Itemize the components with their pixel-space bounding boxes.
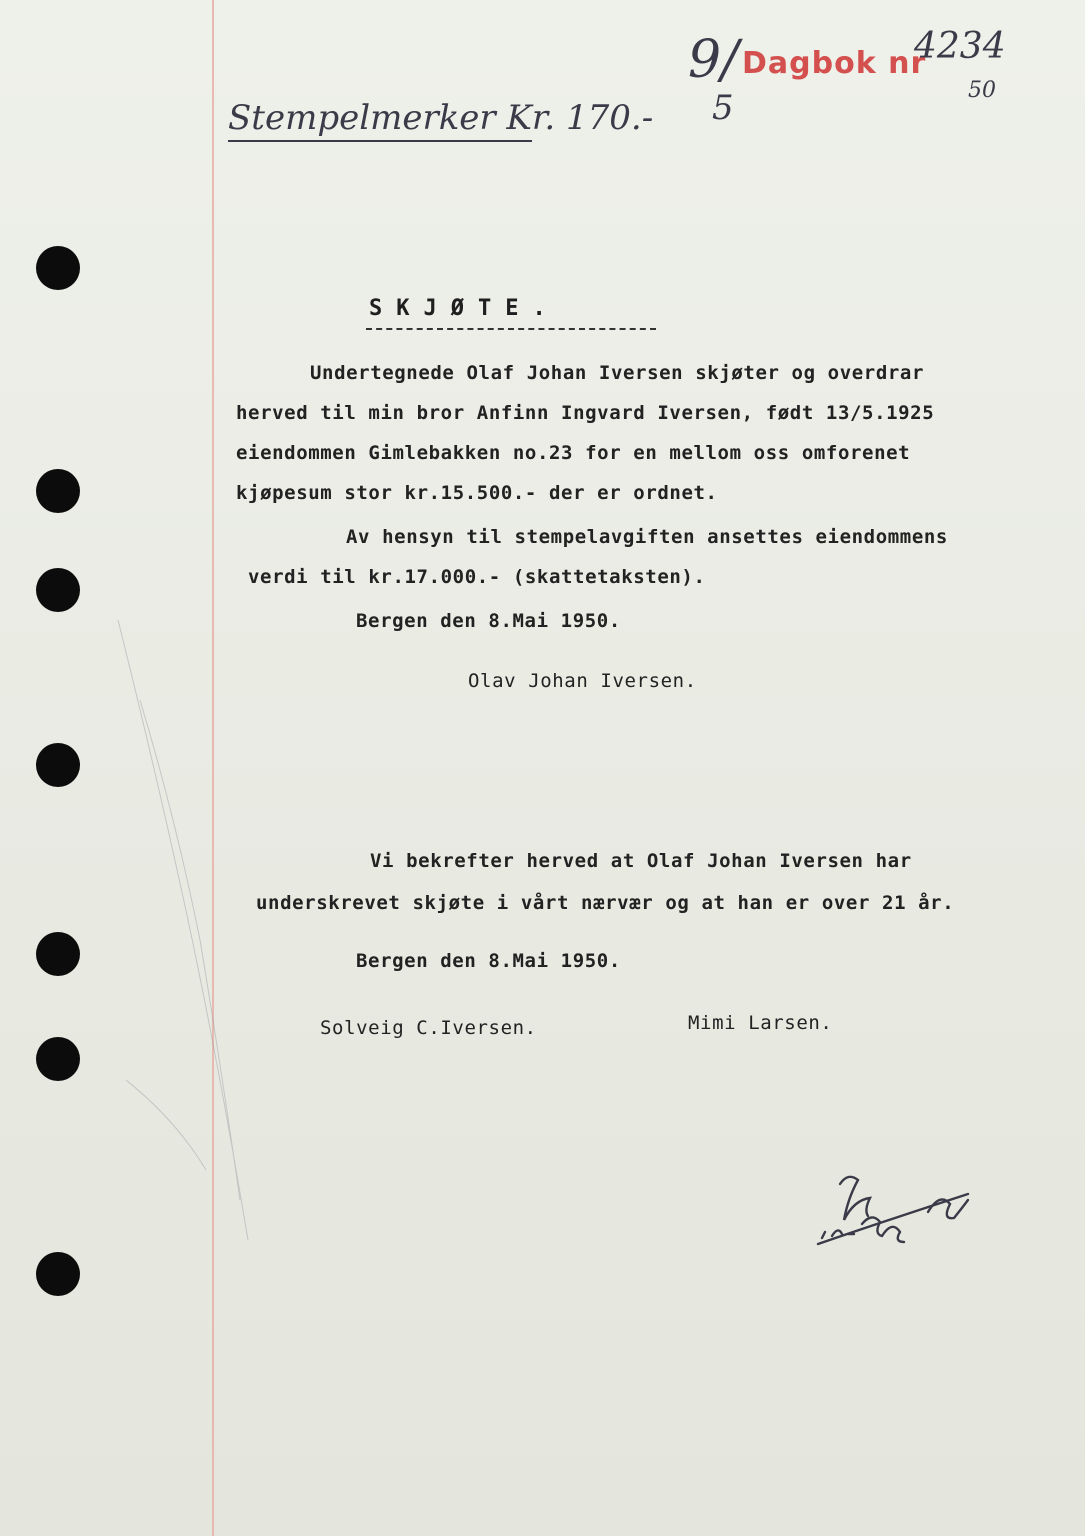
witness-line: underskrevet skjøte i vårt nærvær og at han er over 21 år.: [256, 892, 955, 914]
body-line: eiendommen Gimlebakken no.23 for en mellom oss omforenet: [236, 442, 911, 464]
body-line: Av hensyn til stempelavgiften ansettes eiendommens: [346, 526, 948, 548]
registry-number: 4234: [914, 26, 1006, 67]
date-fraction-top: 9/: [688, 30, 739, 90]
body-line: Undertegnede Olaf Johan Iversen skjøter og overdrar: [310, 362, 924, 384]
body-line: kjøpesum stor kr.15.500.- der er ordnet.: [236, 482, 718, 504]
body-line: herved til min bror Anfinn Ingvard Iversen, født 13/5.1925: [236, 402, 935, 424]
place-date: Bergen den 8.Mai 1950.: [356, 610, 621, 632]
registry-year: 50: [968, 78, 996, 103]
body-line: verdi til kr.17.000.- (skattetaksten).: [248, 566, 706, 588]
witness-line: Vi bekrefter herved at Olaf Johan Iversen har: [370, 850, 912, 872]
witness-signature-2: Mimi Larsen.: [688, 1012, 833, 1034]
date-fraction-bottom: 5: [712, 88, 734, 128]
witness-signature-1: Solveig C.Iversen.: [320, 1017, 537, 1039]
seller-signature: Olav Johan Iversen.: [468, 670, 697, 692]
registry-stamp-label: Dagbok nr: [742, 46, 927, 81]
witness-place-date: Bergen den 8.Mai 1950.: [356, 950, 621, 972]
stamp-fee-note: Stempelmerker Kr. 170.-: [228, 98, 654, 138]
document-title: SKJØTE.: [369, 296, 560, 321]
